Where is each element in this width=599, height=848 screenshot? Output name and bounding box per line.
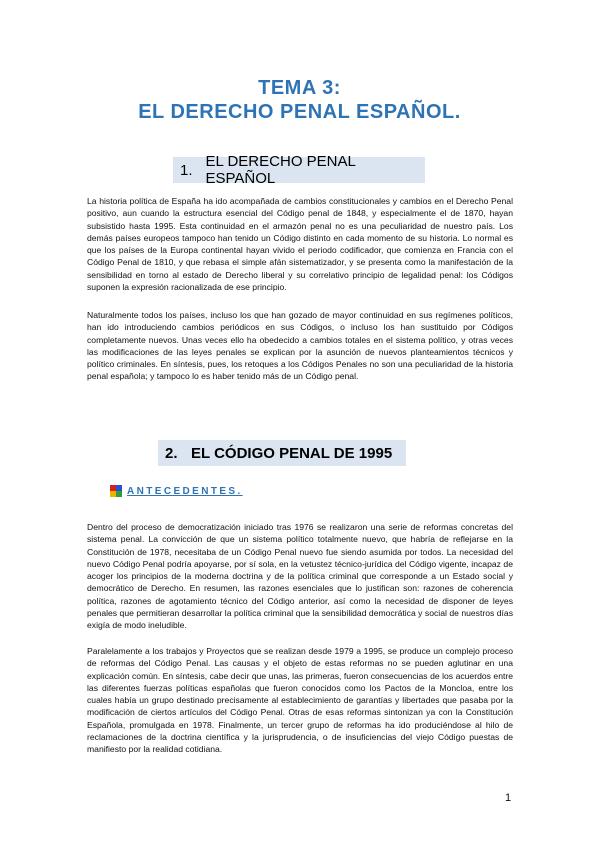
section-2-heading [158, 440, 406, 466]
section-2-paragraph-2: Paralelamente a los trabajos y Proyectos que se realizan desde 1979 a 1995, se produce un complejo proceso de reformas del Código Penal. Las causas y el objeto de estas reformas no se pueden aglutinar en una explicación común. En síntesis, cabe decir que unas, las primeras, fueron consecuencias de los acuerdos entre las diferentes fuerzas políticas españolas que fueron conocidos como los Pactos de la Moncloa, entre los cuales había un grupo destinado precisamente al establecimiento de garantías y libertades que pasaba por la modificación de ciertos artículos del Código Penal. Otras de esas reformas sintonizan ya con la Constitución Española, promulgada en 1978. Finalmente, un tercer grupo de reformas ha ido produciéndose al hilo de reclamaciones de la doctrina científica y la jurisprudencia, o de insuficiencias del viejo Código puestas de manifiesto por la realidad cotidiana. [87, 646, 513, 755]
subsection-antecedentes [110, 485, 243, 497]
section-1-paragraph-2: Naturalmente todos los países, incluso los que han gozado de mayor continuidad en sus regímenes políticos, han ido introduciendo cambios periódicos en sus Códigos, o incluso los han sustituido por Códigos completamente nuevos. Unas veces ello ha obedecido a cambios totales en el sistema político, y otras veces las modificaciones de las leyes penales se explican por la asunción de nuevos planteamientos técnicos y político criminales. En síntesis, pues, los retoques a los Códigos Penales no son una peculiaridad de la historia penal española; y tampoco lo es haber tenido más de un Código penal. [87, 310, 513, 382]
section-2-paragraph-1: Dentro del proceso de democratización iniciado tras 1976 se realizaron una serie de reformas concretas del sistema penal. La convicción de que un sistema político totalmente nuevo, que habría de reflejarse en la Constitución de 1978, necesitaba de un Código Penal nuevo fue siendo asumida por todos. La necesidad del nuevo Código Penal podría apoyarse, por sí sola, en la vetustez técnico-jurídica del Código vigente, incapaz de acoger los principios de la moderna doctrina y de la política criminal que corresponde a un Estado social y democrático de Derecho. En resumen, las razones esenciales que lo justifican son: razones de coherencia política, razones de agotamiento técnico del Código anterior, así como la necesidad de disponer de leyes penales que permitieran desarrollar la política criminal que la sensibilidad democrática y social de nuestros días exigía de modo ineludible. [87, 522, 513, 631]
section-2-title: EL CÓDIGO PENAL DE 1995 [191, 444, 393, 462]
section-1-heading [173, 153, 425, 187]
subsection-title: ANTECEDENTES. [127, 485, 243, 497]
document-title-line1: TEMA 3: [258, 77, 341, 99]
section-1-title: EL DERECHO PENAL ESPAÑOL [205, 153, 356, 187]
page-number: 1 [505, 792, 512, 804]
section-1-paragraph-1: La historia política de España ha ido acompañada de cambios constitucionales y cambios en el Derecho Penal positivo, aun cuando la estructura esencial del Código penal de 1848, y especialmente el de 1870, hayan subsistido hasta 1995. Esta continuidad en el armazón penal no es una peculiaridad de nuestro país. Los demás países europeos tampoco han tenido un Código distinto en cada momento de su historia. Lo normal es que los países de la Europa continental hayan vivido el periodo codificador, que comienza en Francia con el Código Penal de 1810, y que rebasa el simple afán sistematizador, y se presenta como la manifestación de la sensibilidad en torno al estado de Derecho liberal y su correlativo principio de legalidad penal: los Códigos suponen la expresión racionalizada de ese principio. [87, 196, 513, 293]
colored-squares-bullet-icon [110, 485, 122, 497]
section-1-number: 1. [180, 161, 193, 179]
document-title-line2: EL DERECHO PENAL ESPAÑOL. [138, 101, 461, 123]
section-2-number: 2. [165, 444, 178, 462]
